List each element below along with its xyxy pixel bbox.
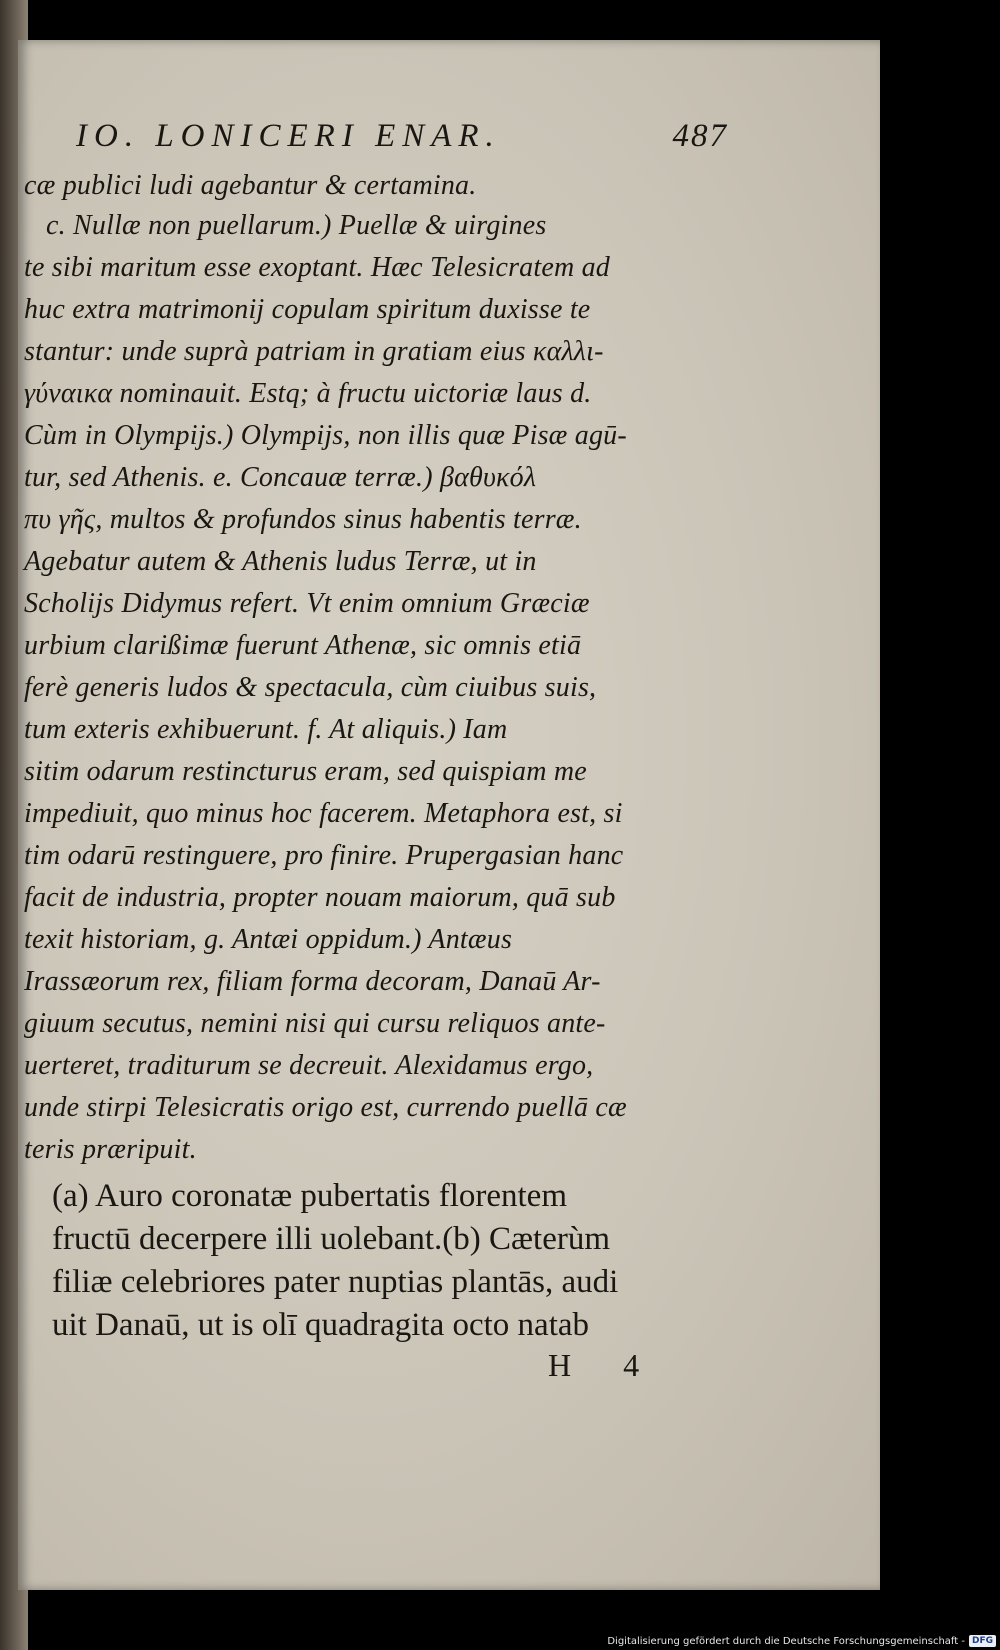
commentary-line: ferè generis ludos & spectacula, cùm ciuibus suis, (24, 672, 597, 703)
commentary-line: teris præripuit. (24, 1134, 197, 1165)
book-page (18, 40, 880, 1590)
translation-line: filiæ celebriores pater nuptias plantās, audi (52, 1264, 619, 1300)
credit-text: Digitalisierung gefördert durch die Deutsche Forschungsgemeinschaft - (607, 1635, 965, 1647)
commentary-line: facit de industria, propter nouam maiorum, quā sub (24, 882, 616, 913)
commentary-line: γύναικα nominauit. Estq; à fructu uictoriæ laus d. (24, 378, 592, 409)
commentary-line: Irassæorum rex, filiam forma decoram, Danaū Ar- (24, 966, 601, 997)
commentary-line: Cùm in Olympijs.) Olympijs, non illis quæ Pisæ agū- (24, 420, 627, 451)
translation-line: (a) Auro coronatæ pubertatis florentem (52, 1178, 567, 1214)
folio-number: 487 (672, 118, 728, 154)
commentary-line: sitim odarum restincturus eram, sed quispiam me (24, 756, 587, 787)
translation-line: fructū decerpere illi uolebant.(b) Cæterùm (52, 1221, 611, 1257)
page-text-block (18, 40, 880, 1590)
commentary-line: tum exteris exhibuerunt. f. At aliquis.) Iam (24, 714, 508, 745)
running-head (76, 118, 728, 155)
commentary-line: te sibi maritum esse exoptant. Hæc Telesicratem ad (24, 252, 611, 283)
commentary-line: urbium clarißimæ fuerunt Athenæ, sic omnis etiā (24, 630, 582, 661)
commentary-line: giuum secutus, nemini nisi qui cursu reliquos ante- (24, 1008, 606, 1039)
commentary-line: texit historiam, g. Antæi oppidum.) Antæus (24, 924, 513, 955)
commentary-line: πυ γῆς, multos & profundos sinus habentis terræ. (24, 504, 582, 535)
commentary-line: Scholijs Didymus refert. Vt enim omnium Græciæ (24, 588, 590, 619)
commentary-line: impediuit, quo minus hoc facerem. Metaphora est, si (24, 798, 623, 829)
commentary-line: tur, sed Athenis. e. Concauæ terræ.) βαθυκόλ (24, 462, 537, 493)
commentary-line: unde stirpi Telesicratis origo est, currendo puellā cæ (24, 1092, 627, 1123)
running-head-title: IO. LONICERI ENAR. (76, 118, 501, 154)
signature-mark: H 4 (548, 1347, 662, 1383)
commentary-line: cæ publici ludi agebantur & certamina. (24, 170, 477, 201)
commentary-line: c. Nullæ non puellarum.) Puellæ & uirgines (46, 210, 547, 241)
commentary-line: Agebatur autem & Athenis ludus Terræ, ut in (24, 546, 537, 577)
dfg-logo-icon: DFG (969, 1635, 996, 1647)
commentary-line: tim odarū restinguere, pro finire. Prupergasian hanc (24, 840, 624, 871)
translation-line: uit Danaū, ut is olī quadragita octo natab (52, 1307, 590, 1343)
commentary-line: uerteret, traditurum se decreuit. Alexidamus ergo, (24, 1050, 594, 1081)
commentary-line: huc extra matrimonij copulam spiritum duxisse te (24, 294, 591, 325)
commentary-line: stantur: unde suprà patriam in gratiam eius καλλι- (24, 336, 604, 367)
digitization-credit (607, 1632, 996, 1650)
